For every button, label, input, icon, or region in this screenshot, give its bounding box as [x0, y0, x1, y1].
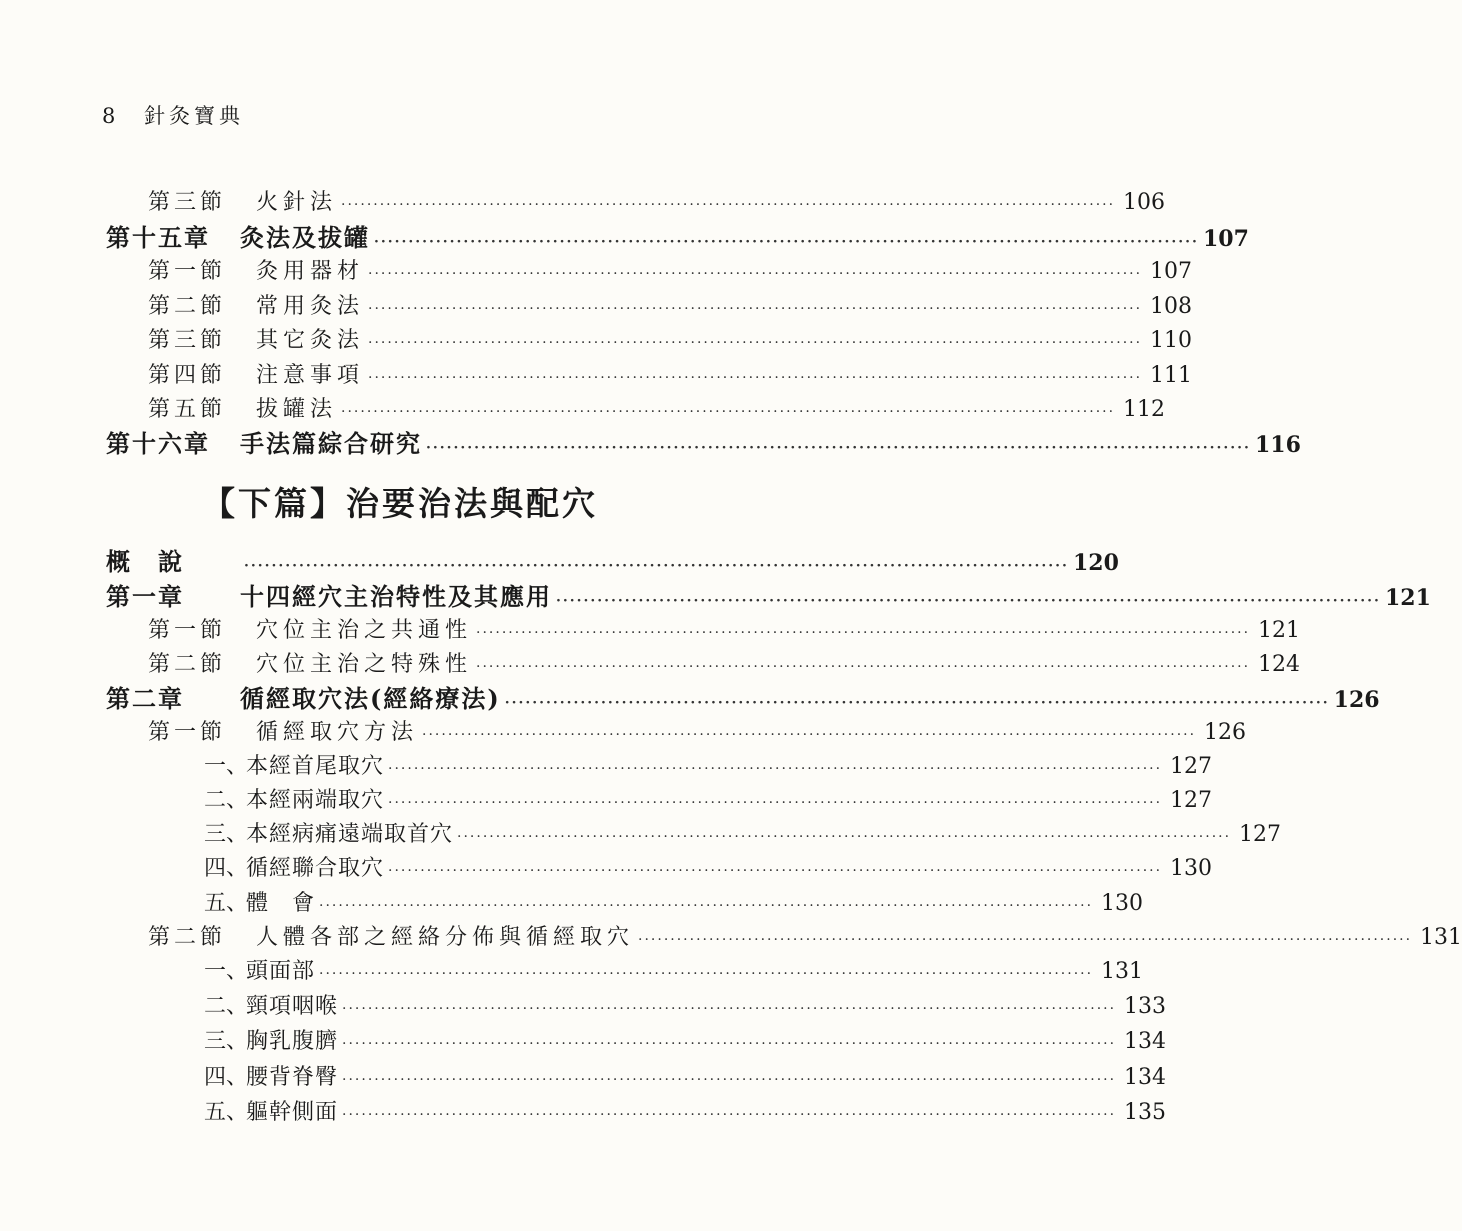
part-heading: 【下篇】治要治法與配穴 [202, 484, 598, 523]
toc-entry [204, 1061, 1167, 1095]
toc-entry-label: 第五節 [148, 397, 227, 422]
toc-entry-title: 循經取穴方法 [256, 720, 419, 745]
dot-leader: ························································································································ [342, 1072, 1117, 1088]
dot-leader: ························································································································ [388, 863, 1163, 879]
toc-entry-page: 127 [1170, 754, 1213, 779]
toc-entry-page: 110 [1150, 328, 1193, 353]
dot-leader: ························································································································ [341, 197, 1116, 213]
toc-entry [148, 648, 1301, 682]
toc-entry-label: 二、 [204, 994, 249, 1019]
toc-entry-label: 三、 [204, 822, 249, 847]
toc-entry-label: 五、 [204, 891, 249, 916]
header-page-number: 8 [102, 104, 120, 128]
toc-entry-label: 第三節 [148, 190, 227, 215]
toc-entry-page: 133 [1124, 994, 1167, 1019]
toc-entry-page: 127 [1239, 822, 1282, 847]
toc-entry-title: 胸乳腹臍 [246, 1029, 339, 1054]
dot-leader: ························································································································ [476, 659, 1251, 675]
dot-leader: ························································································································ [422, 727, 1197, 743]
dot-leader: ························································································································ [556, 593, 1381, 609]
toc-entry-label: 第一節 [148, 720, 227, 745]
toc-entry [106, 682, 1380, 716]
toc-entry-title: 本經兩端取穴 [246, 788, 385, 813]
toc-entry-label: 第二節 [148, 652, 227, 677]
toc-entry [148, 359, 1193, 393]
toc-entry-label: 第十六章 [106, 429, 210, 458]
toc-entry-page: 108 [1150, 294, 1193, 319]
dot-leader: ························································································································ [341, 404, 1116, 420]
toc-entry-label: 第二節 [148, 294, 227, 319]
toc-entry-title: 頭面部 [246, 959, 316, 984]
toc-entry-page: 127 [1170, 788, 1213, 813]
dot-leader: ························································································································ [368, 301, 1143, 317]
dot-leader: ························································································································ [342, 1036, 1117, 1052]
toc-entry-title: 本經首尾取穴 [246, 754, 385, 779]
toc-entry-page: 107 [1202, 226, 1249, 252]
toc-entry-label: 第一節 [148, 259, 227, 284]
toc-entry-label: 第二節 [148, 925, 227, 950]
toc-entry [106, 427, 1301, 461]
toc-entry [106, 545, 1119, 579]
dot-leader: ························································································································ [368, 370, 1143, 386]
toc-entry-page: 121 [1258, 618, 1301, 643]
toc-entry-page: 126 [1333, 687, 1380, 713]
toc-entry-label: 第二章 [106, 684, 184, 713]
dot-leader: ························································································································ [244, 558, 1069, 574]
toc-entry [148, 614, 1301, 648]
toc-entry-title: 常用灸法 [256, 294, 365, 319]
toc-entry-page: 124 [1258, 652, 1301, 677]
toc-entry-page: 131 [1101, 959, 1144, 984]
toc-entry-label: 一、 [204, 754, 249, 779]
toc-entry-title: 拔罐法 [256, 397, 338, 422]
toc-entry-label: 四、 [204, 856, 249, 881]
toc-entry-label: 二、 [204, 788, 249, 813]
toc-entry [106, 580, 1431, 614]
dot-leader: ························································································································ [476, 625, 1251, 641]
toc-entry [204, 818, 1282, 852]
toc-entry [204, 750, 1213, 784]
toc-entry-page: 130 [1170, 856, 1213, 881]
toc-entry [148, 290, 1193, 324]
toc-entry-page: 116 [1254, 432, 1301, 458]
toc-entry-title: 循經聯合取穴 [246, 856, 385, 881]
toc-entry-page: 106 [1123, 190, 1166, 215]
running-header [102, 100, 244, 130]
toc-entry-page: 107 [1150, 259, 1193, 284]
dot-leader: ························································································································ [504, 695, 1330, 711]
dot-leader: ························································································································ [457, 829, 1232, 845]
toc-entry [148, 393, 1166, 427]
toc-entry-label: 五、 [204, 1100, 249, 1125]
toc-entry [204, 955, 1144, 989]
toc-entry-title: 穴位主治之共通性 [256, 618, 473, 643]
dot-leader: ························································································································ [638, 932, 1413, 948]
toc-entry-title: 腰背脊臀 [246, 1065, 339, 1090]
toc-entry-title: 火針法 [256, 190, 338, 215]
toc-entry-page: 120 [1072, 550, 1119, 576]
toc-entry-label: 四、 [204, 1065, 249, 1090]
dot-leader: ························································································································ [342, 1107, 1117, 1123]
toc-entry-title: 注意事項 [256, 363, 365, 388]
toc-entry-title: 十四經穴主治特性及其應用 [240, 582, 552, 611]
dot-leader: ························································································································ [319, 966, 1094, 982]
toc-entry-page: 130 [1101, 891, 1144, 916]
toc-entry-title: 手法篇綜合研究 [240, 429, 422, 458]
toc-entry-page: 131 [1420, 925, 1462, 950]
dot-leader: ························································································································ [319, 898, 1094, 914]
toc-entry-page: 134 [1124, 1029, 1167, 1054]
toc-entry-title: 其它灸法 [256, 328, 365, 353]
toc-entry [204, 887, 1144, 921]
toc-entry-label: 一、 [204, 959, 249, 984]
toc-entry [148, 324, 1193, 358]
toc-entry-page: 134 [1124, 1065, 1167, 1090]
toc-entry-page: 112 [1123, 397, 1166, 422]
dot-leader: ························································································································ [368, 266, 1143, 282]
toc-entry-page: 111 [1150, 363, 1193, 388]
toc-entry-page: 135 [1124, 1100, 1167, 1125]
toc-entry-label: 三、 [204, 1029, 249, 1054]
toc-entry [148, 186, 1166, 220]
toc-entry [204, 852, 1213, 886]
toc-entry-title: 頸項咽喉 [246, 994, 339, 1019]
toc-entry [106, 221, 1249, 255]
toc-entry [148, 255, 1193, 289]
dot-leader: ························································································································ [374, 234, 1199, 250]
dot-leader: ························································································································ [342, 1001, 1117, 1017]
toc-entry-title: 本經病痛遠端取首穴 [246, 822, 454, 847]
toc-entry-title: 循經取穴法(經絡療法) [240, 684, 501, 713]
toc-entry-title: 軀幹側面 [246, 1100, 339, 1125]
toc-entry [148, 716, 1247, 750]
toc-entry [148, 921, 1462, 955]
dot-leader: ························································································································ [368, 335, 1143, 351]
toc-entry-label: 第一節 [148, 618, 227, 643]
dot-leader: ························································································································ [388, 761, 1163, 777]
toc-entry [204, 990, 1167, 1024]
toc-entry-label: 概 說 [106, 547, 184, 576]
toc-entry-title: 灸法及拔罐 [240, 223, 370, 252]
toc-entry-page: 126 [1204, 720, 1247, 745]
toc-entry-label: 第四節 [148, 363, 227, 388]
toc-entry [204, 784, 1213, 818]
toc-entry [204, 1025, 1167, 1059]
toc-entry-label: 第三節 [148, 328, 227, 353]
dot-leader: ························································································································ [388, 795, 1163, 811]
toc-entry [204, 1096, 1167, 1130]
toc-entry-label: 第一章 [106, 582, 184, 611]
toc-entry-label: 第十五章 [106, 223, 210, 252]
dot-leader: ························································································································ [426, 440, 1251, 456]
toc-entry-title: 體 會 [246, 891, 316, 916]
toc-entry-page: 121 [1384, 585, 1431, 611]
header-book-title: 針灸寶典 [144, 104, 245, 128]
toc-entry-title: 人體各部之經絡分佈與循經取穴 [256, 925, 635, 950]
toc-entry-title: 穴位主治之特殊性 [256, 652, 473, 677]
toc-entry-title: 灸用器材 [256, 259, 365, 284]
